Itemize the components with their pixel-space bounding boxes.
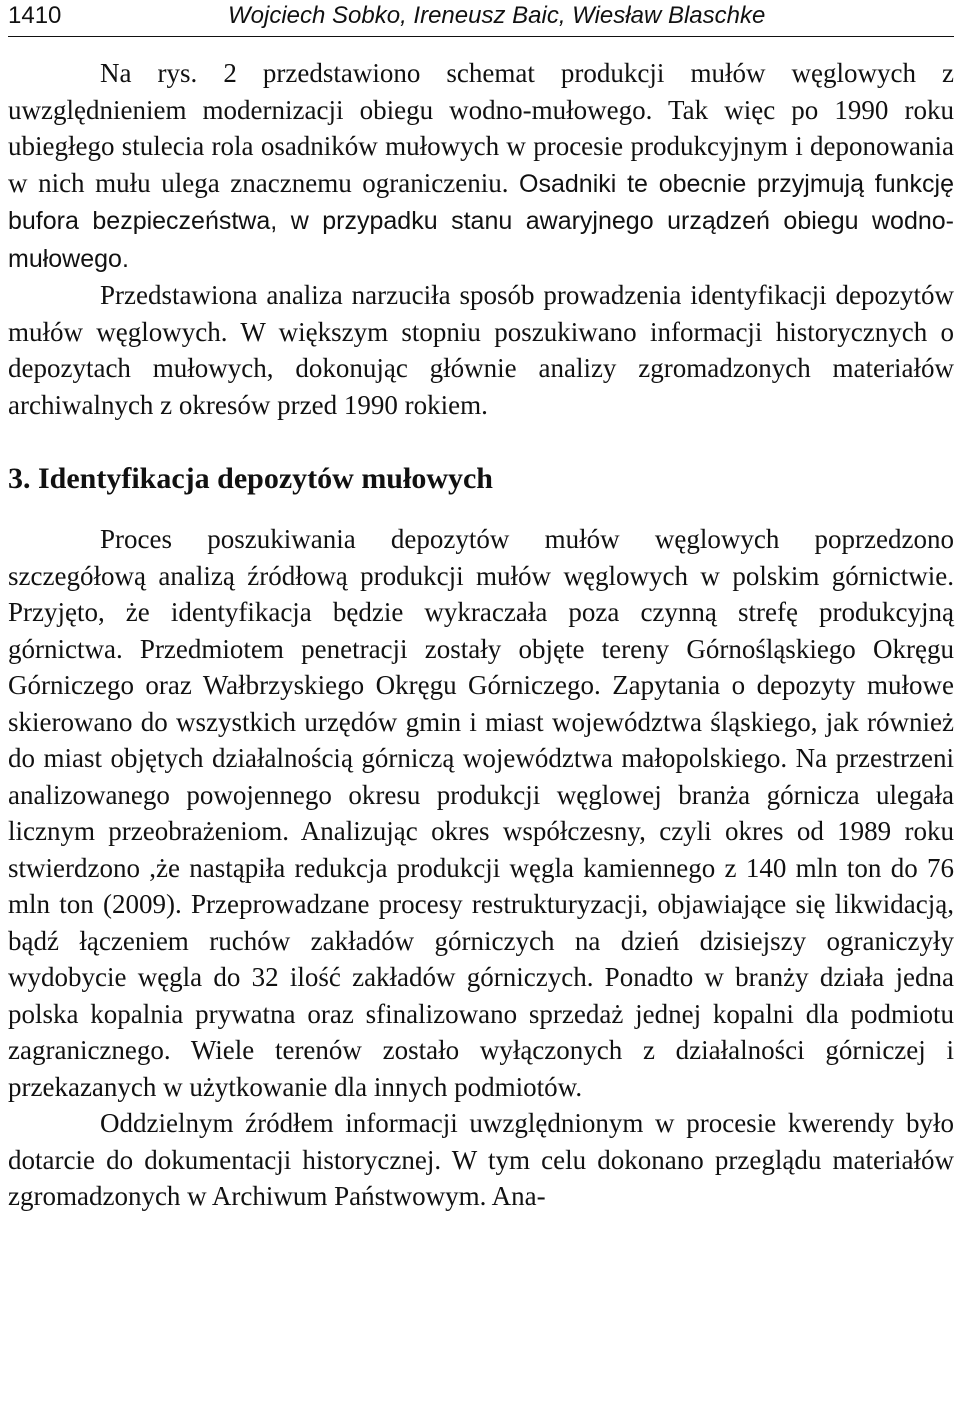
document-page <box>8 0 954 1215</box>
paragraph-1-continuation: Osadniki te obecnie przyjmują funkcję bufora bezpieczeństwa, w przypadku stanu awaryjnego urządzeń obiegu wodno-mułowego. <box>8 169 954 273</box>
paragraph-1-text: Na rys. 2 przedstawiono schemat produkcji mułów węglowych z uwzględnieniem modernizacji obiegu wodno-mułowego. Tak więc po 1990 roku ubiegłego stulecia rola osadników mułowych w procesie produkcyjnym i deponowania w nich mułu ulega znacznemu ograniczeniu. <box>8 58 954 198</box>
paragraph-4-text: Oddzielnym źródłem informacji uwzględnionym w procesie kwerendy było dotarcie do dokumentacji historycznej. W tym celu dokonano przeglądu materiałów zgromadzonych w Archiwum Państwowym. Ana- <box>8 1108 954 1211</box>
body-text <box>8 55 954 1215</box>
paragraph-2 <box>8 277 954 423</box>
page-number: 1410 <box>8 2 62 29</box>
paragraph-3 <box>8 521 954 1105</box>
page-header <box>8 0 954 37</box>
section-heading: 3. Identyfikacja depozytów mułowych <box>8 462 493 495</box>
paragraph-3-text: Proces poszukiwania depozytów mułów węglowych poprzedzono szczegółową analizą źródłową produkcji mułów węglowych w polskim górnictwie. Przyjęto, że identyfikacja będzie wykraczała poza czynną strefę produkcyjną górnictwa. Przedmiotem penetracji zostały objęte tereny Górnośląskiego Okręgu Górniczego oraz Wałbrzyskiego Okręgu Górniczego. Zapytania o depozyty mułowe skierowano do wszystkich urzędów gmin i miast województwa śląskiego, jak również do miast objętych działalnością górniczą województwa małopolskiego. Na przestrzeni analizowanego powojennego okresu produkcji węglowej branża górnicza ulegała licznym przeobrażeniom. Analizując okres współczesny, czyli okres od 1989 roku stwierdzono ,że nastąpiła redukcja produkcji węgla kamiennego z 140 mln ton do 76 mln ton (2009). Przeprowadzane procesy restrukturyzacji, objawiające się likwidacją, bądź łączeniem ruchów zakładów górniczych na dzień dzisiejszy ograniczyły wydobycie węgla do 32 ilość zakładów górniczych. Ponadto w branży działa jedna polska kopalnia prywatna oraz sfinalizowano sprzedaż jednej kopalni dla podmiotu zagranicznego. Wiele terenów zostało wyłączonych z działalności górniczej i przekazanych w użytkowanie dla innych podmiotów. <box>8 524 954 1102</box>
paragraph-2-text: Przedstawiona analiza narzuciła sposób prowadzenia identyfikacji depozytów mułów węglowych. W większym stopniu poszukiwano informacji historycznych o depozytach mułowych, dokonując głównie analizy zgromadzonych materiałów archiwalnych z okresów przed 1990 rokiem. <box>8 280 954 420</box>
running-head: Wojciech Sobko, Ireneusz Baic, Wiesław Blaschke <box>228 2 766 29</box>
paragraph-4 <box>8 1105 954 1215</box>
paragraph-1 <box>8 55 954 277</box>
